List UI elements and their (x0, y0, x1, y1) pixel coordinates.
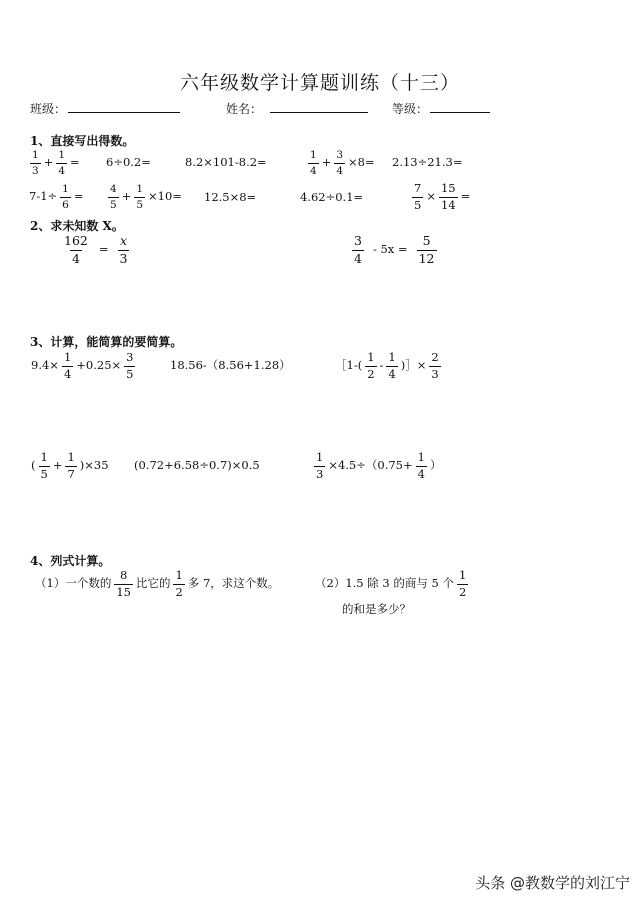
watermark-text: 头条 @教数学的刘江宁 (475, 874, 630, 892)
fraction: $\frac{8}{15}$ (116, 568, 131, 599)
fraction: $\frac{5}{12}$ (418, 233, 435, 266)
s1-r1-q4: $\frac{1}{4}$ + $\frac{3}{4}$ ×8= (310, 149, 375, 177)
s4-q2: （2）1.5 除 3 的商与 5 个 $\frac{1}{2}$ (315, 568, 467, 599)
fraction: $\frac{x}{3}$ (119, 233, 128, 266)
fraction: $\frac{1}{4}$ (58, 149, 66, 177)
section2-heading: 2、求未知数 X。 (30, 219, 124, 233)
fraction: $\frac{1}{2}$ (459, 568, 467, 599)
s3-p5: (0.72+6.58÷0.7)×0.5 (134, 458, 260, 472)
s2-eq1: $\frac{162}{4}$ = $\frac{x}{3}$ (64, 233, 128, 266)
fraction: $\frac{1}{4}$ (388, 350, 396, 381)
s3-p3: ［1-( $\frac{1}{2}$ - $\frac{1}{4}$ )］× $\frac{2}{3}$ (335, 350, 439, 381)
s3-p4: ( $\frac{1}{5}$ + $\frac{1}{7}$ )×35 (31, 450, 109, 481)
s1-r2-q3: 12.5×8= (204, 190, 257, 204)
grade-blank (430, 112, 490, 113)
fraction: $\frac{2}{3}$ (431, 350, 439, 381)
fraction: $\frac{4}{5}$ (110, 183, 117, 211)
fraction: $\frac{15}{14}$ (440, 181, 456, 212)
s4-q2-line2: 的和是多少？ (342, 602, 411, 616)
fraction: $\frac{1}{6}$ (62, 183, 69, 211)
section3-heading: 3、计算，能简算的要简算。 (30, 335, 183, 349)
fraction: $\frac{3}{5}$ (126, 350, 134, 381)
s1-r2-q5: $\frac{7}{5}$ × $\frac{15}{14}$ = (414, 181, 471, 212)
class-blank (68, 112, 180, 113)
s1-r1-q5: 2.13÷21.3= (392, 155, 463, 169)
s1-r2-q2: $\frac{4}{5}$ + $\frac{1}{5}$ ×10= (110, 183, 182, 211)
fraction: $\frac{1}{4}$ (310, 149, 317, 177)
fraction: $\frac{3}{4}$ (336, 149, 344, 177)
grade-label: 等级： (392, 102, 429, 116)
class-label: 班级： (30, 102, 67, 116)
fraction: $\frac{1}{7}$ (67, 450, 75, 481)
s4-q1: （1）一个数的 $\frac{8}{15}$ 比它的 $\frac{1}{2}$ 多 7，求这个数。 (35, 568, 280, 599)
page-title: 六年级数学计算题训练（十三） (179, 72, 460, 94)
fraction: $\frac{162}{4}$ (64, 233, 88, 266)
s1-r1-q1: $\frac{1}{3}$ + $\frac{1}{4}$ = (32, 149, 80, 177)
fraction: $\frac{1}{2}$ (175, 568, 183, 599)
s3-p6: $\frac{1}{3}$ ×4.5÷（0.75+ $\frac{1}{4}$ ） (316, 450, 442, 481)
s3-p2: 18.56-（8.56+1.28） (170, 358, 291, 372)
s1-r1-q2: 6÷0.2= (106, 155, 151, 169)
name-blank (270, 112, 368, 113)
fraction: $\frac{1}{2}$ (367, 350, 375, 381)
s3-p1: 9.4× $\frac{1}{4}$ +0.25× $\frac{3}{5}$ (31, 350, 134, 381)
fraction: $\frac{3}{4}$ (354, 233, 362, 266)
fraction: $\frac{1}{3}$ (32, 149, 39, 177)
fraction: $\frac{1}{4}$ (417, 450, 425, 481)
s1-r2-q1: 7-1÷ $\frac{1}{6}$ = (29, 183, 84, 211)
fraction: $\frac{1}{3}$ (316, 450, 324, 481)
s2-eq2: $\frac{3}{4}$ - 5x = $\frac{5}{12}$ (354, 233, 435, 266)
fraction: $\frac{1}{4}$ (63, 350, 72, 381)
s1-r2-q4: 4.62÷0.1= (300, 190, 364, 204)
fraction: $\frac{1}{5}$ (136, 183, 144, 211)
name-label: 姓名： (226, 102, 263, 116)
fraction: $\frac{7}{5}$ (414, 181, 422, 212)
s1-r1-q3: 8.2×101-8.2= (185, 155, 267, 169)
fraction: $\frac{1}{5}$ (40, 450, 48, 481)
section4-heading: 4、列式计算。 (30, 554, 111, 568)
section1-heading: 1、直接写出得数。 (30, 134, 135, 148)
